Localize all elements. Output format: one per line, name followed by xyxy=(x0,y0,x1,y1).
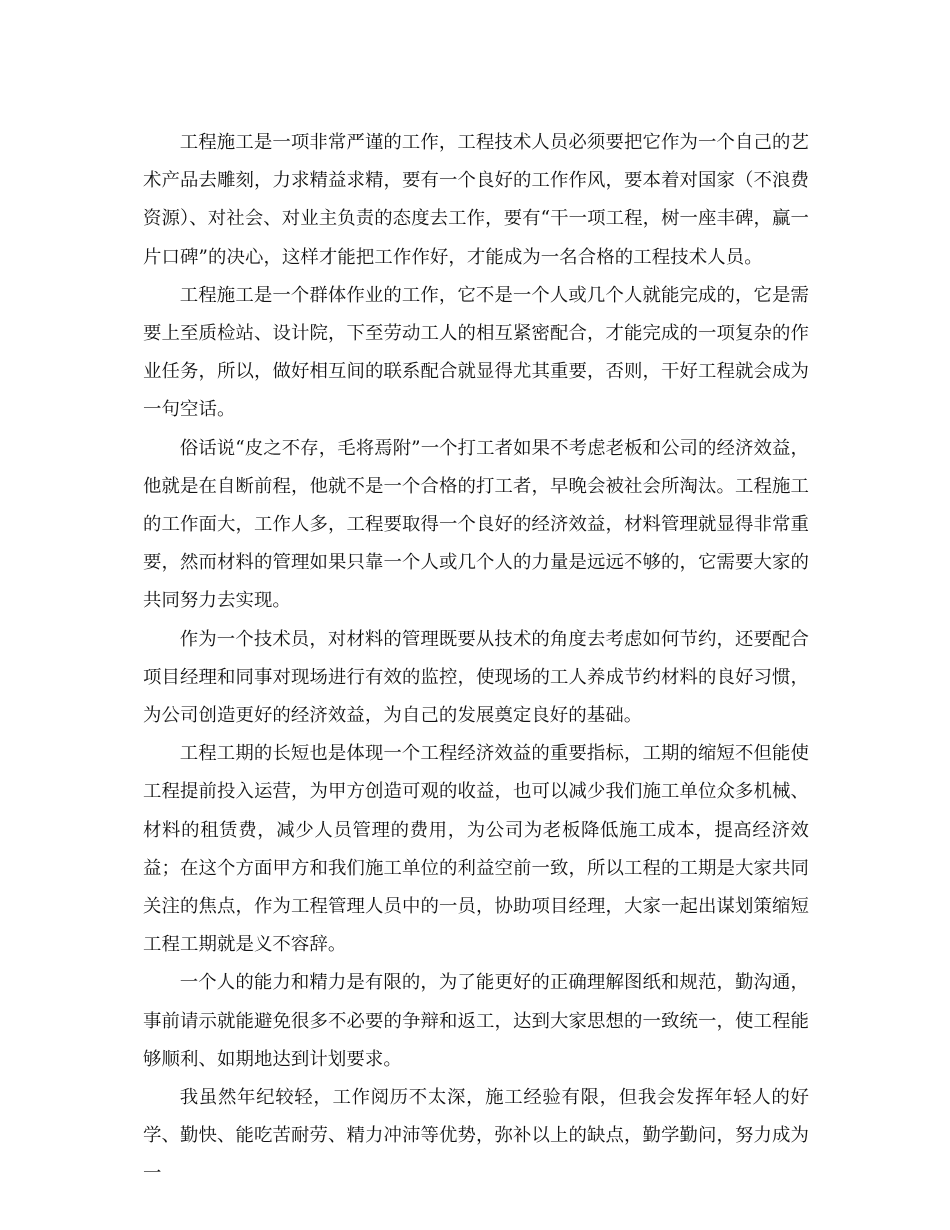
paragraph-6: 一个人的能力和精力是有限的，为了能更好的正确理解图纸和规范，勤沟通，事前请示就能避免很多不必要的争辩和返工，达到大家思想的一致统一，使工程能够顺利、如期地达到计划要求。 xyxy=(143,972,809,1070)
paragraph-3: 俗话说“皮之不存，毛将焉附”一个打工者如果不考虑老板和公司的经济效益，他就是在自断前程，他就不是一个合格的打工者，早晚会被社会所淘汰。工程施工的工作面大，工作人多，工程要取得一个良好的经济效益，材料管理就显得非常重要，然而材料的管理如果只靠一个人或几个人的力量是远远不够的，它需要大家的共同努力去实现。 xyxy=(143,437,809,612)
paragraph-5: 工程工期的长短也是体现一个工程经济效益的重要指标，工期的缩短不但能使工程提前投入运营，为甲方创造可观的收益，也可以减少我们施工单位众多机械、材料的租赁费，减少人员管理的费用，为公司为老板降低施工成本，提高经济效益；在这个方面甲方和我们施工单位的利益空前一致，所以工程的工期是大家共同关注的焦点，作为工程管理人员中的一员，协助项目经理，大家一起出谋划策缩短工程工期就是义不容辞。 xyxy=(143,743,809,956)
paragraph-4: 作为一个技术员，对材料的管理既要从技术的角度去考虑如何节约，还要配合项目经理和同事对现场进行有效的监控，使现场的工人养成节约材料的良好习惯，为公司创造更好的经济效益，为自己的发展奠定良好的基础。 xyxy=(143,628,809,727)
paragraph-7: 我虽然年纪较轻，工作阅历不太深，施工经验有限，但我会发挥年轻人的好学、勤快、能吃苦耐劳、精力冲沛等优势，弥补以上的缺点，勤学勤问，努力成为一 xyxy=(143,1087,809,1185)
paragraph-2: 工程施工是一个群体作业的工作，它不是一个人或几个人就能完成的，它是需要上至质检站、设计院，下至劳动工人的相互紧密配合，才能完成的一项复杂的作业任务，所以，做好相互间的联系配合就显得尤其重要，否则，干好工程就会成为一句空话。 xyxy=(143,284,809,421)
document-body xyxy=(143,124,809,1194)
paragraph-1: 工程施工是一项非常严谨的工作，工程技术人员必须要把它作为一个自己的艺术产品去雕刻，力求精益求精，要有一个良好的工作作风，要本着对国家（不浪费资源）、对社会、对业主负责的态度去工作，要有“干一项工程，树一座丰碑，赢一片口碑”的决心，这样才能把工作作好，才能成为一名合格的工程技术人员。 xyxy=(143,132,809,268)
